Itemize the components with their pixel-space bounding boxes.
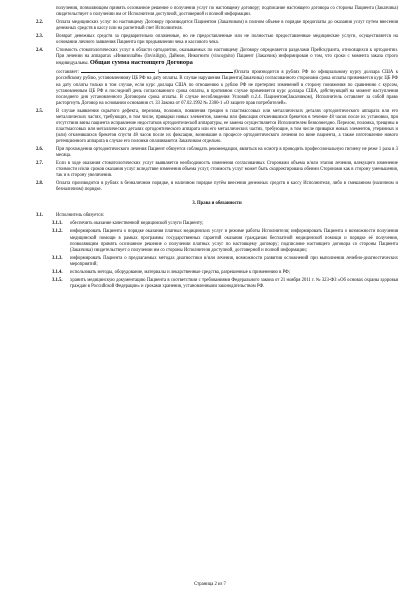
clause-2-4 <box>36 48 398 106</box>
section-title: 3. Права и обязанности <box>192 201 242 207</box>
clause-3-1-2 <box>36 229 398 253</box>
clause-text: Оплата производится в рублях в безналичном порядке, в наличном порядке путём внесения денежных средств в кассу Исполнителя, либо в смешанном (наличном и безналичном) порядке. <box>56 181 398 193</box>
clause-3-1-1 <box>36 221 398 227</box>
page-number: Страница 2 из 7 <box>194 581 226 587</box>
clause-number: 3.1.4. <box>52 269 63 275</box>
clause-text: Оплата медицинских услуг по настоящему Договору производится Пациентом (Заказчиком) в полном объеме в порядке предоплаты до оказания услуг путем внесения денежных средств в кассу или на расчетный счет Исполнителя. <box>56 20 398 32</box>
clause-text: использовать методы, оборудование, материалы и лекарственные средства, разрешенные к применению в РФ; <box>70 269 291 275</box>
clause-number: 2.8. <box>36 181 44 187</box>
clause-3-1 <box>36 213 398 219</box>
clause-text: Исполнитель обязуется: <box>56 213 104 219</box>
clause-text-continued: по официальному курсу доллара США к российскому рублю, установленному ЦБ РФ на дату оплаты. В случае нарушения Пациента(Заказчика) согласованного сторонами срока оплаты применяется курс ЦБ РФ на дату оплаты только в том случае, если курс доллара США по отношению к рублю РФ не претерпел изменений в сторону понижения по сравнению с курсом, установленным ЦБ РФ в последний день согласованного срока оплаты, в противном случае применяется курс доллара США, действующий на момент наступления последнего дня установленного Договором срока оплаты. В случае несоблюдения Условий п.2.4. Пациентом(Заказчиком), Исполнитель оставляет за собой право расторгнуть Договор на основании основания ст. 33 Закона от 07.02.1992 № 2300-1 «О защите прав потребителей». <box>56 70 398 106</box>
clause-number: 2.3. <box>36 34 44 40</box>
clause-number: 2.7. <box>36 161 44 167</box>
total-sum-label: Общая сумма настоящего Договора <box>89 59 193 67</box>
total-sum-prefix: составляет: <box>56 70 79 76</box>
clause-text: обеспечить оказание качественной медицинской услуги Пациенту; <box>70 221 204 227</box>
clause-text: хранить медицинскую документацию Пациента в соответствии с требованиями Федерального закона от 21 ноября 2011 г. № 323-ФЗ «Об основах охраны здоровья граждан в Российской Федерации» и сроками хранения, установленными законодательством РФ. <box>70 277 398 289</box>
clause-text: В случае выявления скрытого дефекта, перелома, поломки, появления трещин в пластмассовых или металлических деталях ортодонтического аппарата или его металлических частях, требующих, в том числе, приварки новых элементов, замены или фиксация отклеившихся брекетов в течение 48 часов после их установки, при отсутствии вины пациента исправление недостатков ортодонтической аппаратуры, ее замена осуществляется Исполнителем безвозмездно. Перелом, поломка, трещины в пластмассовых или металлических деталях ортодонтического аппарата или его металлических частях, требующие, в том числе приварки новых элементов, утерянных и (или) отклеившихся брекетов спустя 48 часов после их фиксации, возникшие в процессе ортодонтического лечения по вине пациента, а также изготовление нового ретенционного аппарата в случае его поломки оплачиваются Заказчиком отдельно. <box>56 108 398 144</box>
clause-2-8 <box>36 181 398 193</box>
clause-text: При прохождении ортодонтического лечения Пациент обязуется соблюдать рекомендации, являться на осмотр в проводить профессиональную гигиену не реже 1 раза в 3 месяца. <box>56 146 398 159</box>
total-sum-blank[interactable] <box>81 67 155 73</box>
clause-number: 2.2. <box>36 20 44 26</box>
clause-2-3 <box>36 34 398 46</box>
clause-2-2 <box>36 20 398 32</box>
clause-text: Возврат денежных средств за предварительно оплаченные, но не предоставленные или не полностью предоставленные медицинские услуги, осуществляется на основании личного заявления Пациента при предъявлении чека и кассового чека. <box>56 34 398 46</box>
clause-3-1-3 <box>36 256 398 268</box>
clause-3-1-5 <box>36 278 398 290</box>
clause-2-6 <box>36 147 398 159</box>
clause-number: 2.6. <box>36 146 44 152</box>
clause-number: 3.1. <box>36 213 44 219</box>
clause-number: 3.1.5. <box>52 277 63 283</box>
clause-text: Стоимость стоматологических услуг в области ортодонтии, оказываемых по настоящему Договору определяется разделами Прейскуранта, относящихся к ортодонтии. При лечении на аппаратах «Инвизилайн» (Invisilign), Даймон, Инкогнито (vincognito) Пациент (Заказчик) информирован о том, что сроки с момента заказа строго индивидуальны. <box>56 48 398 67</box>
clause-text: информировать Пациента о предлагаемых методах диагностики и/или лечения, возможности развития осложнений при выполнении лечебно-диагностических мероприятий; <box>70 255 398 267</box>
clause-3-1-4 <box>36 270 398 276</box>
clause-2-5 <box>36 109 398 145</box>
clause-number: 3.1.3. <box>52 255 63 261</box>
clause-text: информировать Пациента о порядке оказания платных медицинских услуг и режиме работы Исполнителя; информировать Пациента о возможности получения медицинской помощи в рамках программы государственных гарантий оказания гражданам бесплатной медицинской помощи и порядке её получения, позволяющим принять осознанное решение о получении платных услуг по настоящему договору; подписание настоящего договора со стороны Пациента (Заказчика) свидетельствует о получении им со стороны Исполнителя доступной, достоверной и полной информации; <box>70 229 398 253</box>
clause-number: 3.1.1. <box>52 221 63 227</box>
clause-2-7 <box>36 161 398 179</box>
clause-number: 3.1.2. <box>52 229 63 235</box>
clause-text: Если в ходе оказания стоматологических услуг выявляется необходимость изменения согласованных Сторонами объема и/или этапов лечения, влекущего изменение стоимости и/или сроков оказания услуг вследствие изменения объема услуг, стоимость услуг может быть скорректирована обеими Сторонами как в сторону уменьшения, так и в сторону увеличения. <box>56 161 398 179</box>
total-sum-close: )Оплата производится в рублях РФ <box>233 70 309 76</box>
total-sum-words-blank[interactable] <box>157 67 233 76</box>
clause-number: 2.5. <box>36 108 44 114</box>
intro-paragraph: получения, позволяющим принять осознанное решение о получении услуг по настоящему договору; подписание настоящего договора со стороны Пациента (Заказчика) свидетельствует о получении им от Исполнителя доступной, достоверной и полной информации. <box>56 6 398 18</box>
clause-number: 2.4. <box>36 48 44 54</box>
total-sum-open: ( <box>157 70 160 76</box>
